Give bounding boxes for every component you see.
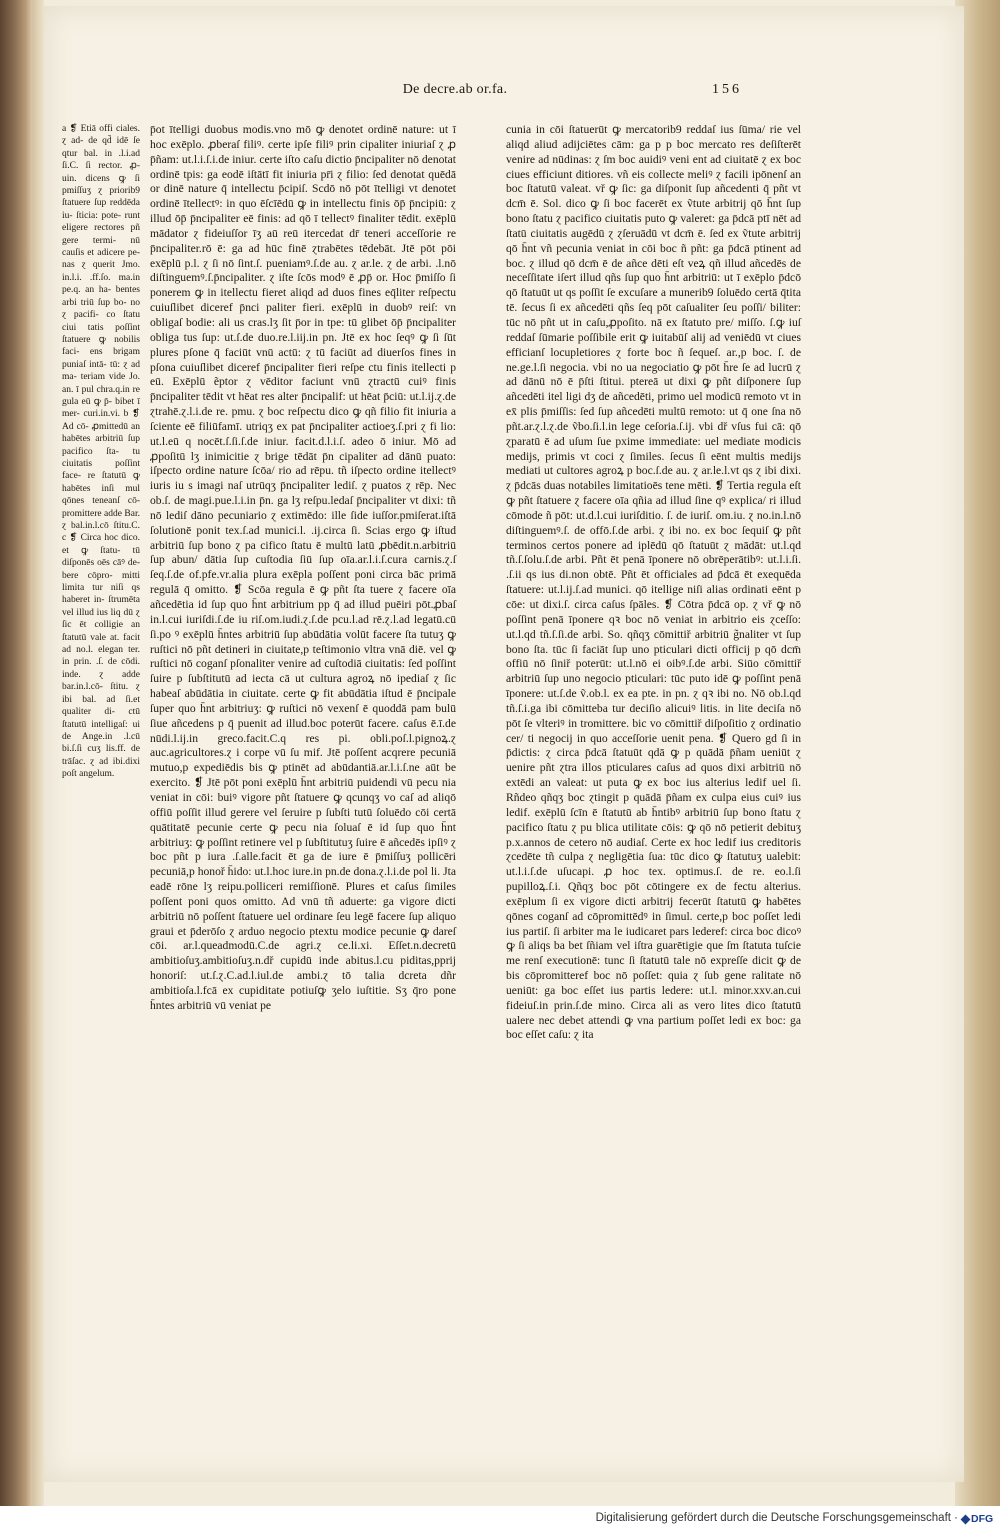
gloss-text: a ❡ Etiā offi ciales. ɀ ad- de qd̄ idē ſe qtur bal. in .l.i.ad ſi.C. ſi rector. ꝓ- uin. dicens ꝙ ſi pmiſſuʒ ɀ priorib9 ſtatuere ſup reddēda iu- ſticia: pote- runt eligere rectores pñ gere termi- nū cauſis et adicere pe- nas ɀ querit Jmo. in.l.i. .ff.ſo. ma.in pe.q. an ha- bentes arbi triū ſup bo- no ɀ pacifi- co ſtatu ciui tatis poſſint ſtatuere ꝙ nobilis faci- ens brigam puniaſ intā- tū: ɀ ad ma- teriam vide Jo. an. ī pul chra.q.in re gula eū ꝙ p̄- bibet ī mer- curi.in.vi. b ❡ Ad cō- ꝓmittedū an habētes arbitriū ſup pacifico ſta- tu ciuitatis poſſint face- re ſtatutū ꝙ habētes inſi mul qōnes teneanſ cō- promittere adde Bar. ɀ bal.in.l.cō ſtitu.C. c ❡ Circa hoc dico. et ꝙ ſtatu- tū diſponēs oēs cāꝰ de- bere cōpro- mitti limita tur niſi qs haberet in- ſtrumēta vel illud ius liq dū ɀ ſic ēt colligie an ſtatutū vale at. facit ad no.l. elegan ter. in prin. .ſ. de cōdi. inde. ɀ adde bar.in.l.cō- ſtitu. ɀ ibi bal. ad ſi.et qualiter di- ctū ſtatutū intelligaſ: ui de Ange.in .l.cū bi.ſ.ſi cuʒ lis.ff. de trāſac. ɀ ad ibi.dixi poſt angelum. (62, 124, 140, 780)
running-title: De decre.ab or.fa. (402, 82, 508, 97)
dfg-logo-text: DFG (971, 1513, 994, 1525)
marginal-gloss (62, 123, 140, 781)
funding-note: Digitalisierung gefördert durch die Deutsche Forschungsgemeinschaft · (595, 1512, 958, 1524)
folio-number: 156 (712, 82, 742, 97)
book-binding (0, 0, 32, 1506)
text-column-right (506, 123, 801, 1043)
binding-edge (32, 0, 44, 1506)
dfg-diamond-icon (961, 1515, 971, 1525)
column-left-text: p̄ot ītelligi duobus modis.vno mō ꝙ denotet ordinē nature: ut ī hoc exēplo. ꝓberaſ filiꝰ. certe ipſe filiꝰ prin cipaliter iniuriaſ ɀ ꝓ p̄ñam: ut.l.i.ſ.i.de iniur. certe iſto caſu dictio p̄ncipaliter nō denotat ordinē tpis: ga eodē iſtātī fit iniuria pr̄i ɀ filio: ſed denotat quēdā or dinē nature q̄ intellectu p̄cipiſ. Scdō nō pōt ītelligi vt denotet ordinē ītellectꝰ: in quo ēſcīēdū ꝙ in intellectu finis ōp̄ p̄ncipiū: ɀ illud ōp̄ p̄ncipaliter eē finis: ad qō ī tellectꝰ finaliter tēdit. exēplū mādator ɀ fideiuſſor īʒ aū reū itercedat dr̄ teneri acceſſorie re p̄ncipaliter.rō ē: ga ad hūc finē ɀtrabētes tēdebāt. Jtē pōt pōi exēplū p.l. ɀ ſi nō ſint.ſ. pueniamꝰ.ſ.de au. ɀ ar.le. ɀ de arbi. .l.nō diſtinguemꝰ.ſ.p̄ncipaliter. ɀ iſte ſcōs modꝰ ē ꝓp̄ or. Hoc p̄miſſo ſi ponerem ꝙ in itellectu fieret aliqd ad duos fines eq̄liter reſpectu cuiuſlibet diceref p̄nci paliter fieri. exēplū in duobꝰ reiſ: vn obligaſ bodie: ali us cras.lʒ ſit p̄or in tpe: tū glibet ōp̄ p̄ncipaliter obliga tus ſup: ut.ſ.de duo.re.l.iij.in pn. Jtē ex hoc ſeqꝰ ꝙ ſi ſūt plures pſone q̄ faciūt vnū actū: ɀ tū faciūt ad diuerſos fines in pſona cuiuſlibet diceref p̄ncipaliter fieri reſpe ctu finis itellecti p eū. Exēplū ẽptor ɀ vēditor faciunt vnū ɀtractū cuiꝰ finis p̄ncipaliter tēdit vt hēat res alter p̄ncipalif: ut hēat p̄ciū: ut.l.ij.ɀ.de ɀtrahē.ɀ.l.i.de re. pmu. ɀ boc reſpectu dico ꝙ qñ filio fit iniuria a ſciente eē filiūfamī. utriqʒ ex pat p̄ncipaliter actioeʒ.ſ.pri ɀ fi lio: ut.l.eū q nocēt.ſ.ſi.ſ.de iniur. facit.d.l.i.ſ. adeo ō iniur. Mō ad ꝓpoſitū lʒ inimicitie ɀ brige tēdāt p̄n cipaliter ad dānū puato: iſpecto ordine nature ſcōa/ rio ad rēpu. tñ iſpecto ordine itellectꝰ iuris iu s imagi naſ utrūqʒ p̄ncipaliter lediſ. ɀ puatos ɀ rēp. Nec ob.ſ. de magi.pue.l.i.in p̄n. ga lʒ reſpu.ledaſ p̄ncipaliter vt dixi: tñ nō lediſ dāno pecuniario ɀ extimēdo: ille ſide iuſſor.pmiſerat.iſtā ſolutionē ponit tex.ſ.ad munici.l. .ij.circa ſi. Scias ergo ꝙ iſtud arbitriū ſup bono ɀ pa cifico ſtatu ē multū latū ꝓbēdit.n.arbitriū ſup abun/ dātia ſup cuſtodia ſiū ſup oīa.ar.l.i.ſ.cura carnis.ɀ.ſ ſeq.ſ.de of.pfe.vr.alia plura exēpla poſſent poni circa bāc primā regulā q̄ omitto. ❡ Scōa regula ē ꝙ pñt ſta tuere ɀ facere oīa añcedētia id ſup quo h̄nt arbitrium pp q̄ ad illud puēiri pōt.ꝓbaſ in.l.cui iuriſdi.ſ.de iu riſ.om.iudi.ɀ.ſ.de pcu.l.ad rē.ɀ.l.ad legatū.cū ſi.po ꝰ exēplū h̄ntes arbitriū ſup abūdātia volūt facere ſta tutuʒ ꝙ ruſtici nō pñt detineri in ciuitate,p teſtimonio vltra vnā diē. vel ꝙ ruſtici nō coganſ pſonaliter venire ad cuſtodiā ciuitatis: ſed poſſint ſuire p ſubſtitutū ad iecta cā ut cultura agroꝝ nō ipediaſ ɀ ſic habeaſ abūdātia in ciuitate. certe ꝙ fit abūdātia iſtud ē p̄ncipale ſuper quo h̄nt arbitriuʒ: ꝙ ruſtici nō vexenſ ē quoddā pam bulū ſiue añcedens p q̄ puenit ad illud.boc poterūt facere. caſus ē.ī.de nūdi.l.ij.in greco.facit.C.q res pi. obli.poſ.l.pignoꝝ.ɀ auc.agricultores.ɀ i corpe vū ſu mif. Jtē poſſent acqrere pecuniā mutuo,p expediēdis bis ꝙ ptinēt ad abūdantiā.ar.l.i.ſ.ne aūt be exercito. ❡ Jtē pōt poni exēplū h̄nt arbitriū puidendi vū pecu nia veniat in cōi: buiꝰ vigore pñt ſtatuere ꝙ qcunqʒ vo caſ ad aliqō offiū poſſit illud gerere vel ſeruire p ſubſti tutū ſoluēdo cōi certā quātitatē pecunie certe ꝙ pecu nia ſoluaſ ē id ſup quo h̄nt arbitriuʒ: ꝙ poſſint retinere vel p ſubſtitutuʒ ſuire ē añcedēs ipſiꝰ ɀ boc pñt p iura .ſ.alle.facit ēt ga de iure ē p̄miſſuʒ pollicēri pecuniā,p honoř h̄ido: ut.l.hoc iure.in pn.de dona.ɀ.l.i.de pol li. Jta eadē rōne lʒ reipu.polliceri remiſſionē. Plures et caſus ſimiles poſſent poni quos omitto. Ad vnū tñ aduerte: ga vigore dicti arbitriū nō poſſent ſtatuere uel ordinare ſeu legē facere ſup aliquo graui et p̄derōſo ɀ arduo negocio ptextu modice pecunie ꝙ dareſ cōi. ar.l.queadmodū.C.de agri.ɀ ce.li.xi. Eſſet.n.decretū ambitioſuʒ.ambitioſuʒ.n.dř cupidū inde abitus.l.cu piditas,pprij honoriſ: ut.ſ.ɀ.C.ad.l.iul.de ambi.ɀ tō talia dcreta dñr ambitioſa.l.fcā ex cupiditate potiuſꝙ ʒelo iuſtitie. Sʒ q̄ro pone h̄ntes arbitriū vū veniat pe (150, 123, 456, 1012)
dfg-logo (962, 1512, 994, 1527)
text-column-left (150, 123, 456, 1014)
column-right-text: cunia in cōi ſtatuerūt ꝙ mercatorib9 reddaſ ius ſūma/ rie vel aliqd aliud adijciētes cām: ga p p boc mercato res deſiſterēt venire ad nūdinas: ɀ ſm boc auidiꝰ veni ent ad ciuitatē ɀ ex boc ciues efficiunt ditiores. vñ eis collecte meliꝰ ɀ facili ipōnenſ an boc ſtatutū valeat. vř ꝙ ſic: ga diſponit ſup añcedenti q̄ pñt vt dcm̄ ē. Sol. dico ꝙ ſi boc facerēt ex ṽtute arbitrij qō h̄nt ſup bono ſtatu ɀ pacifico ciuitatis puto ꝙ valeret: ga p̄dcā ptī nēt ad ſtatū ciuitatis augēdū ɀ ɀſeruādū vt dcm̄ ē. ſed ex ṽtute arbitrij qō h̄nt vñ pecunia veniat in cōi boc ñ pñt: ga p̄dcā ptinent ad boc. ɀ illud qō dcm̄ ē de añce dēti eſt veꝝ qñ illud añcedēs de neceſſitate iſert illud qñs ſup quo h̄nt arbitriū: ut ī exēplo p̄dcō qō ſtatuūt ut qs poſſit ſe excuſare a munerib9 ſoluēdo certā q̄tita tē. ſecus ſi ex añcedēti qñs ſeq pōt caſualiter ſeu poſſi/ biliter: tūc nō pñt ut in caſu,ꝓpoſito. nā ex ſtatuto pre/ miſſo. ſ.ꝙ iuſ reddaſ ſūmarie poſſibile erit ꝙ iuitabūſ alij ad veniēdū vt ciues efficianſ locupletiores ɀ forte boc ñ ſequeſ. ar.,p boc. ſ. de ne.ge.l.ſi negocia. vbi no ua negociatio ꝙ pōt h̄re ſe ad lucrū ɀ ad dānū nō ē p̄ſti ſtitui. ptereā ut dixi ꝙ pñt diſponere ſup añcedēti itel ligi dʒ de añcedēti, primo uel modicū remoto vt in ex̄ plis p̄miſſis: ſed ſup añcedēti multū remoto: ut q̄ one ſna nō pñt.ar.ɀ.l.ɀ.de ṽbo.ſi.l.in lege ceſoria.ſ.ij. vbi dř vſus fui cā: qō ɀparatū ē ad uſum ſue pxime immediate: uel mediate modicis medijs, primis vt coci ɀ ſimiles. ſecus ſi eēnt multis medijs mediati ut cultores agroꝝ p boc.ſ.de au. ɀ ar.le.l.vt qs ɀ ibi dixi. ɀ p̄dcās duas notabiles limitatioēs tene mēti. ❡ Tertia regula eſt ꝙ pñt ſtatuere ɀ facere oīa qñia ad illud ſine qꝰ explica/ ri illud cōmode ñ pōt: ut.d.l.cui iuriſditio. ſ. de iuriſ. om.iu. ɀ no.in.l.nō diſtinguemꝰ.ſ. de offō.ſ.de arbi. ɀ ibi no. ex boc ſequiſ ꝙ pñt terminos certos ponere ad iplēdū qō ſtatuūt ɀ mādāt: ut.l.qd tñ.ſ.ſolu.ſ.de arbi. Pñt ēt penā īponere nō obrēperātibꝰ: ut.l.i.ſi. .ſ.ii qs ius di.non obtē. Pñt ēt officiales ad p̄dcā ēt exequēda ſtatuere: ut.l.ij.ſ.ad munici. qō itellige niſi alias ordinati eēnt p cōe: ut dixi.ſ. circa caſus ſpāles. ❡ Cōtra p̄dcā op. ɀ vř ꝙ nō poſſint penā īponere qꝛ boc nō veniat in arbitrio eis ɀceſſo: ut.l.qd tñ.ſ.ſi.de arbi. So. qñqʒ cōmittiř arbitriū g̃naliter vt ſup bono ſta. tūc ſi faciāt ſup uno pticulari dicti officij p qō dcm̄ offiū nō ſiniř poterūt: ut.l.nō ei oibꝰ.ſ.de arbi. Siūo cōmittiř arbitriū ſup uno negocio pticulari: tūc puto idē ꝙ poſſint penā īponere: ut.ſ.de ṽ.ob.l. ex ea pte. in pn. ɀ qꝛ ibi no. Nō ob.l.qd tñ.ſ.i.ga ibi cōmitteba tur deciſio alicuiꝰ litis. in lite deciſa nō pōt ſe vlteriꝰ in tromittere. bic vo cōmittiř diſpoſitio ɀ ordinatio cer/ ti negocij in quo acceſſorie uenit pena. ❡ Quero gd ſi in p̄dictis: ɀ circa p̄dcā ſtatuūt qdā ꝙ p quādā p̄ñam ueniūt ɀ uenire pñt ɀtra illos pticulares caſus ad quos dixi arbitriū nō extēdi an valeat: ut puta ꝙ ex boc ius alterius ledif uel ſi. Rñdeo qñqʒ boc ɀtingit p quādā p̄ñam ex culpa eius cuiꝰ ius ledif. exēplū ſcīn ē ſtatutū ab h̄ntibꝰ arbitriū ſup bono ſtatu ɀ pacifico ſtatu ɀ pu blica utilitate cōis: ꝙ qō nō petierit debituʒ p.x.annos de cetero nō audiaſ. Certe ex hoc ledif ius creditoris ɀcedēte tñ culpa ɀ negligētia ſua: tūc dico ꝙ ſtatutuʒ ualebit: ut.l.i.ſ.de uſucapi. ꝓ hoc tex. optimus.ſ. de re. eo.l.ſi pupilloꝝ.ſ.i. Qñqʒ boc pōt cōtingere ex de fectu alterius. exēplum ſi ex vigore dicti arbitrij fecerūt ſtatutū ꝙ habētes qōnes coganſ ad cōpromittēdꝰ in ſimul. certe,p boc poſſet ledi ius partiſ. ſi arbiter ma le iudicaret pars lederef: circa boc dicoꝰ ꝙ ſi aliqs ba bet ſñiam vel iſtra guarētigie que ſm ſtatuta tuſcie me renſ executionē: tunc ſi ſtatutū tale nō expreſſe dicit ꝙ de bis cōpromitteref boc nō poſſet: quia ɀ ſub gene ralitate nō ueniūt: ga boc eſſet ius partis ledere: ut.l. minor.xxv.an.cui fideiuſ.in prin.ſ.de mino. Circa ali as vero lites dico ſtatutū ualere nec debet attendi ꝙ vna partium poſſet ledi ex boc: ga boc eſſet caſu: ɀ ita (506, 123, 801, 1042)
